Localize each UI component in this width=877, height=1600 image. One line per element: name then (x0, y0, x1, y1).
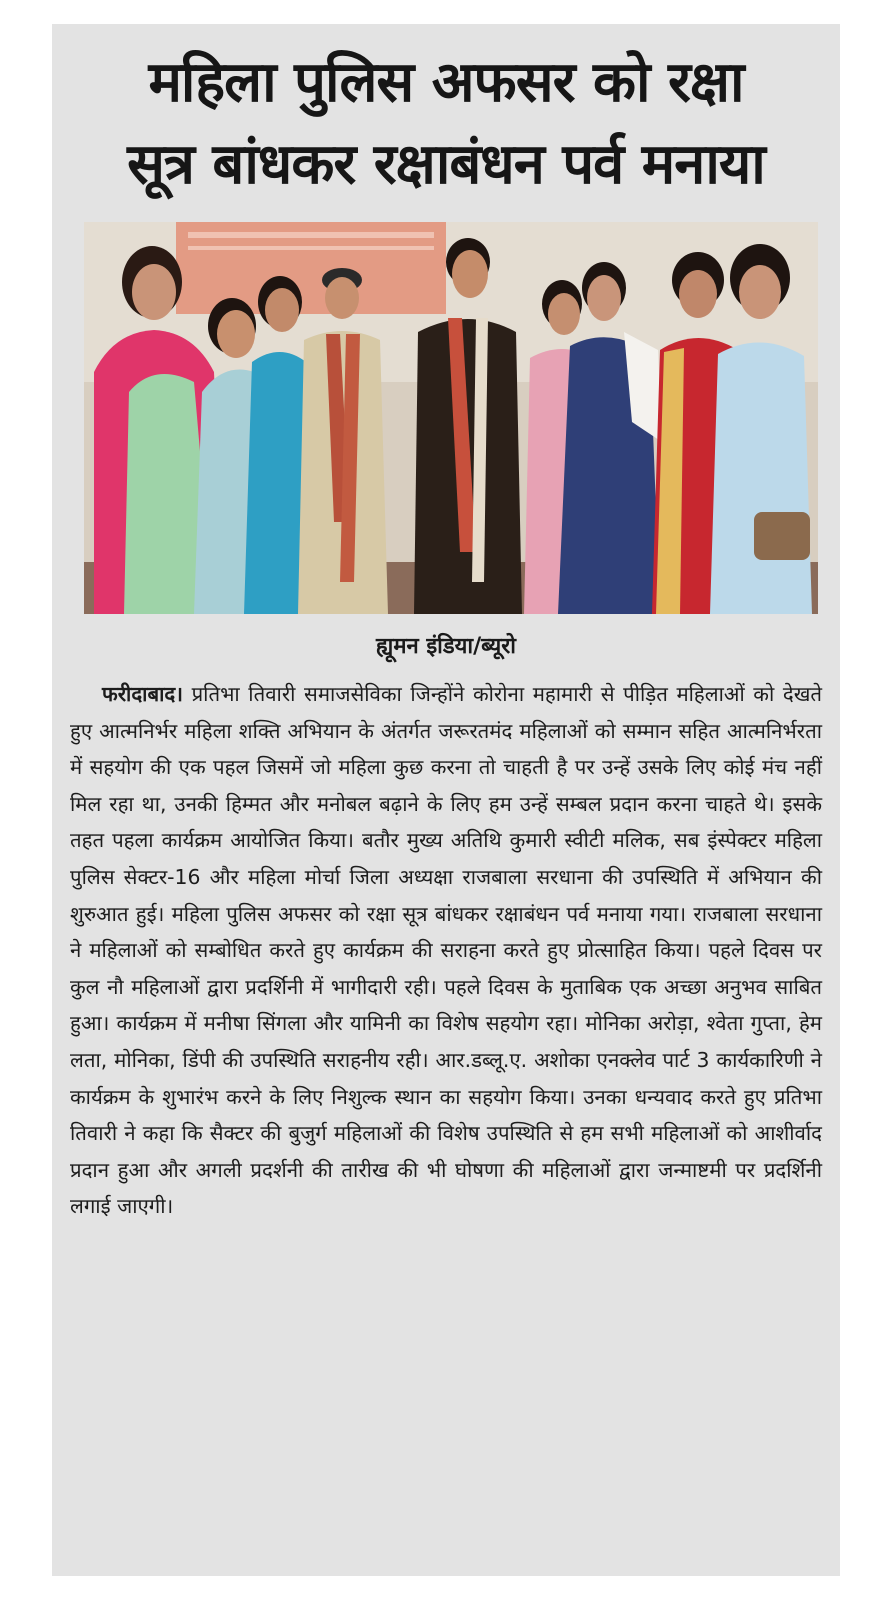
newspaper-clipping (52, 24, 840, 1576)
event-photo (84, 222, 818, 614)
headline-line-1: महिला पुलिस अफसर को रक्षा (148, 50, 744, 115)
handbag (754, 512, 810, 560)
article-body (70, 676, 822, 1225)
byline: ह्यूमन इंडिया/ब्यूरो (376, 634, 516, 659)
headline (52, 42, 840, 206)
headline-line-2: सूत्र बांधकर रक्षाबंधन पर्व मनाया (127, 132, 765, 197)
article-text: प्रतिभा तिवारी समाजसेविका जिन्होंने कोरोना महामारी से पीड़ित महिलाओं को देखते हुए आत्मनिर्भर महिला शक्ति अभियान के अंतर्गत जरूरतमंद महिलाओं को सम्मान सहित आत्मनिर्भरता में सहयोग की एक पहल जिसमें जो महिला कुछ करना तो चाहती है पर उन्हें उसके लिए कोई मंच नहीं मिल रहा था, उनकी हिम्मत और मनोबल बढ़ाने के लिए हम उन्हें सम्बल प्रदान करना चाहते थे। इसके तहत पहला कार्यक्रम आयोजित किया। बतौर मुख्य अतिथि कुमारी स्वीटी मलिक, सब इंस्पेक्टर महिला पुलिस सेक्टर-16 और महिला मोर्चा जिला अध्यक्षा राजबाला सरधाना की उपस्थिति में अभियान की शुरुआत हुई। महिला पुलिस अफसर को रक्षा सूत्र बांधकर रक्षाबंधन पर्व मनाया गया। राजबाला सरधाना ने महिलाओं को सम्बोधित करते हुए कार्यक्रम की सराहना करते हुए प्रोत्साहित किया। पहले दिवस पर कुल नौ महिलाओं द्वारा प्रदर्शिनी में भागीदारी रही। पहले दिवस के मुताबिक एक अच्छा अनुभव साबित हुआ। कार्यक्रम में मनीषा सिंगला और यामिनी का विशेष सहयोग रहा। मोनिका अरोड़ा, श्वेता गुप्ता, हेम लता, मोनिका, डिंपी की उपस्थिति सराहनीय रही। आर.डब्लू.ए. अशोका एनक्लेव पार्ट 3 कार्यकारिणी ने कार्यक्रम के शुभारंभ करने के लिए निशुल्क स्थान का सहयोग किया। उनका धन्यवाद करते हुए प्रतिभा तिवारी ने कहा कि सैक्टर की बुजुर्ग महिलाओं की विशेष उपस्थिति से हम सभी महिलाओं को आशीर्वाद प्रदान हुआ और अगली प्रदर्शनी की तारीख की भी घोषणा की महिलाओं द्वारा जन्माष्टमी पर प्रदर्शिनी लगाई जाएगी। (70, 682, 822, 1219)
dateline: फरीदाबाद। (102, 682, 183, 706)
